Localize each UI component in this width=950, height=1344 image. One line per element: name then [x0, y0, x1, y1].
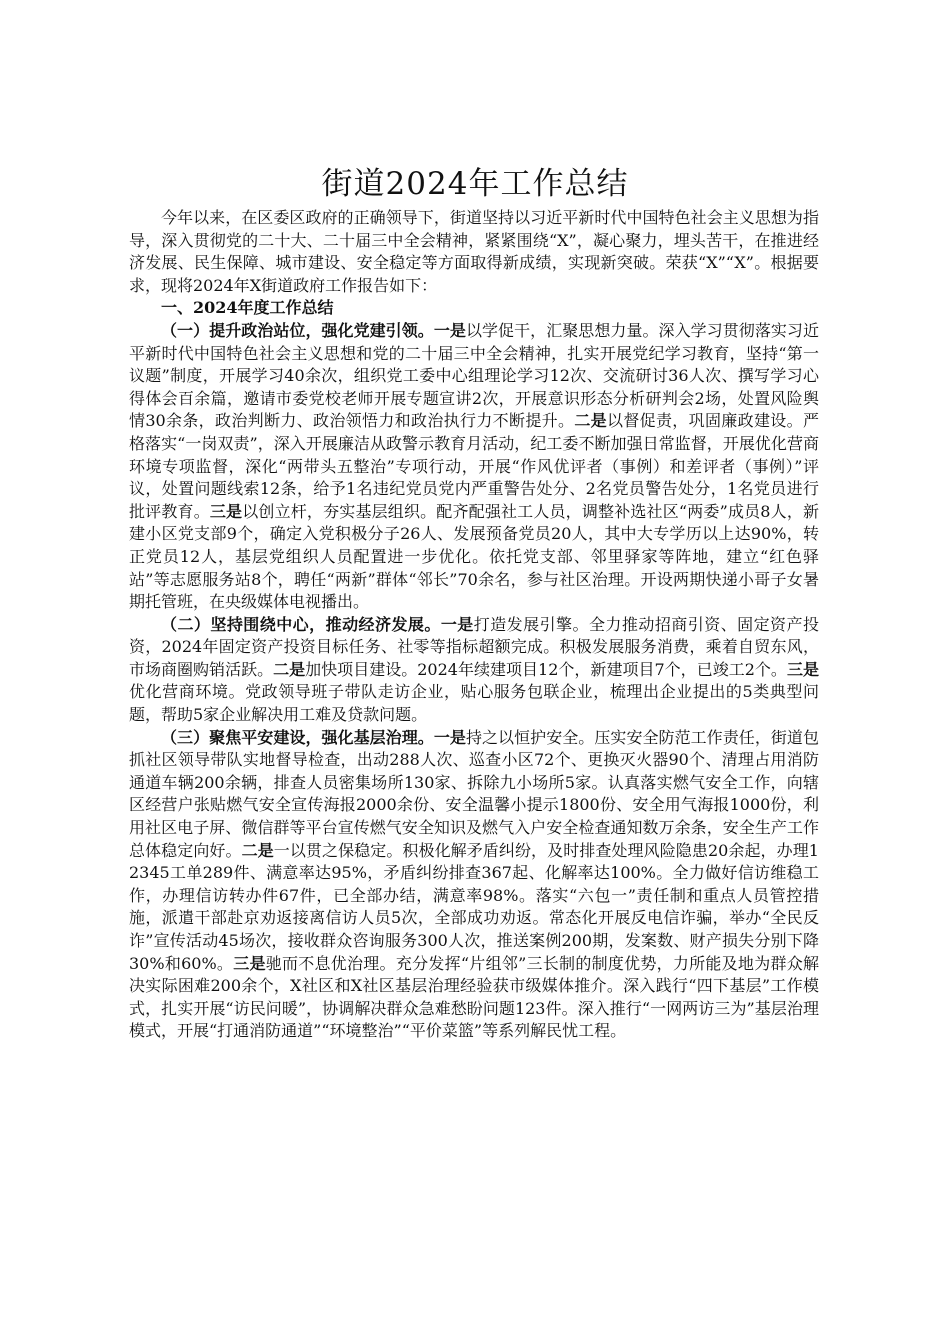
paragraph-economic-development — [129, 614, 819, 727]
paragraph-party-building — [129, 320, 819, 614]
section-heading: 一、2024年度工作总结 — [161, 298, 334, 318]
keyword-third: 三是 — [786, 659, 819, 679]
keyword-first: 一是 — [433, 727, 466, 747]
keyword-second: 二是 — [273, 659, 306, 679]
keyword-second: 二是 — [574, 411, 607, 431]
subsection-heading: （一）提升政治站位，强化党建引领。 — [161, 320, 434, 340]
document-body — [129, 207, 819, 1043]
paragraph-text: 一以贯之保稳定。积极化解矛盾纠纷，及时排查处理风险隐患20余起，办理12345工单289件、满意率达95%，矛盾纠纷排查367起、化解率达100%。全力做好信访维稳工作，办理信访转办件67件，已全部办结，满意率98%。落实“六包一”责任制和重点人员管控措施，派遣干部赴京劝返接离信访人员5次，全部成功劝返。常态化开展反电信诈骗，举办“全民反诈”宣传活动45场次，接收群众咨询服务300人次，推送案例200期，发案数、财产损失分别下降30%和60%。 — [129, 840, 819, 973]
keyword-third: 三是 — [233, 953, 266, 973]
keyword-second: 二是 — [241, 840, 274, 860]
intro-paragraph: 今年以来，在区委区政府的正确领导下，街道坚持以习近平新时代中国特色社会主义思想为指导，深入贯彻党的二十大、二十届三中全会精神，紧紧围绕“X”，凝心聚力，埋头苦干，在推进经济发展、民生保障、城市建设、安全稳定等方面取得新成绩，实现新突破。荣获“X”“X”。根据要求，现将2024年X街道政府工作报告如下： — [129, 208, 819, 295]
keyword-first: 一是 — [433, 320, 466, 340]
keyword-third: 三是 — [209, 501, 243, 521]
paragraph-text: 持之以恒护安全。压实安全防范工作责任，街道包抓社区领导带队实地督导检查，出动288人次、巡查小区72个、更换灭火器90个、清理占用消防通道车辆200余辆，排查人员密集场所130家、拆除九小场所5家。认真落实燃气安全工作，向辖区经营户张贴燃气安全宣传海报2000余份、安全温馨小提示1800份、安全用气海报1000份，利用社区电子屏、微信群等平台宣传燃气安全知识及燃气入户安全检查通知数万余条，安全生产工作总体稳定向好。 — [129, 727, 819, 860]
paragraph-text: 加快项目建设。2024年续建项目12个，新建项目7个，已竣工2个。 — [305, 659, 787, 679]
paragraph-safety-governance — [129, 727, 819, 1043]
paragraph-text: 打造发展引擎。全力推动招商引资、固定资产投资，2024年固定资产投资目标任务、社零等指标超额完成。积极发展服务消费，乘着自贸东风，市场商圈购销活跃。 — [129, 614, 819, 679]
keyword-first: 一是 — [440, 614, 474, 634]
paragraph-text: 以创立杆，夯实基层组织。配齐配强社工人员，调整补选社区“两委”成员8人，新建小区党支部9个，确定入党积极分子26人、发展预备党员20人，其中大专学历以上达90%，转正党员12人，基层党组织人员配置进一步优化。依托党支部、邻里驿家等阵地，建立“红色驿站”等志愿服务站8个，聘任“两新”群体“邻长”70余名，参与社区治理。开设两期快递小哥子女暑期托管班，在央级媒体电视播出。 — [129, 501, 819, 612]
paragraph-text: 以督促责，巩固廉政建设。严格落实“一岗双责”，深入开展廉洁从政警示教育月活动，纪工委不断加强日常监督，开展优化营商环境专项监督，深化“两带头五整治”专项行动，开展“作风优评者（事例）和差评者（事例）”评议，处置问题线索12条，给予1名违纪党员党内严重警告处分、2名党员警告处分，1名党员进行批评教育。 — [129, 411, 819, 521]
paragraph-text: 优化营商环境。党政领导班子带队走访企业，贴心服务包联企业，梳理出企业提出的5类典型问题，帮助5家企业解决用工难及贷款问题。 — [129, 682, 819, 725]
subsection-heading: （二）坚持围绕中心，推动经济发展。 — [161, 614, 441, 634]
paragraph-text: 驰而不息优治理。充分发挥“片组邻”三长制的制度优势，力所能及地为群众解决实际困难200余个，X社区和X社区基层治理经验获市级媒体推介。深入践行“四下基层”工作模式，扎实开展“访民问暖”，协调解决群众急难愁盼问题123件。深入推行“一网两访三为”基层治理模式，开展“打通消防通道”“环境整治”“平价菜篮”等系列解民忧工程。 — [129, 953, 819, 1041]
document-title: 街道2024年工作总结 — [321, 166, 629, 202]
subsection-heading: （三）聚焦平安建设，强化基层治理。 — [161, 727, 434, 747]
paragraph-text: 以学促干，汇聚思想力量。深入学习贯彻落实习近平新时代中国特色社会主义思想和党的二十届三中全会精神，扎实开展党纪学习教育，坚持“第一议题”制度，开展学习40余次，组织党工委中心组理论学习12次、交流研讨36人次、撰写学习心得体会百余篇，邀请市委党校老师开展专题宣讲2次，开展意识形态分析研判会2场，处置风险舆情30余条，政治判断力、政治领悟力和政治执行力不断提升。 — [129, 320, 819, 431]
